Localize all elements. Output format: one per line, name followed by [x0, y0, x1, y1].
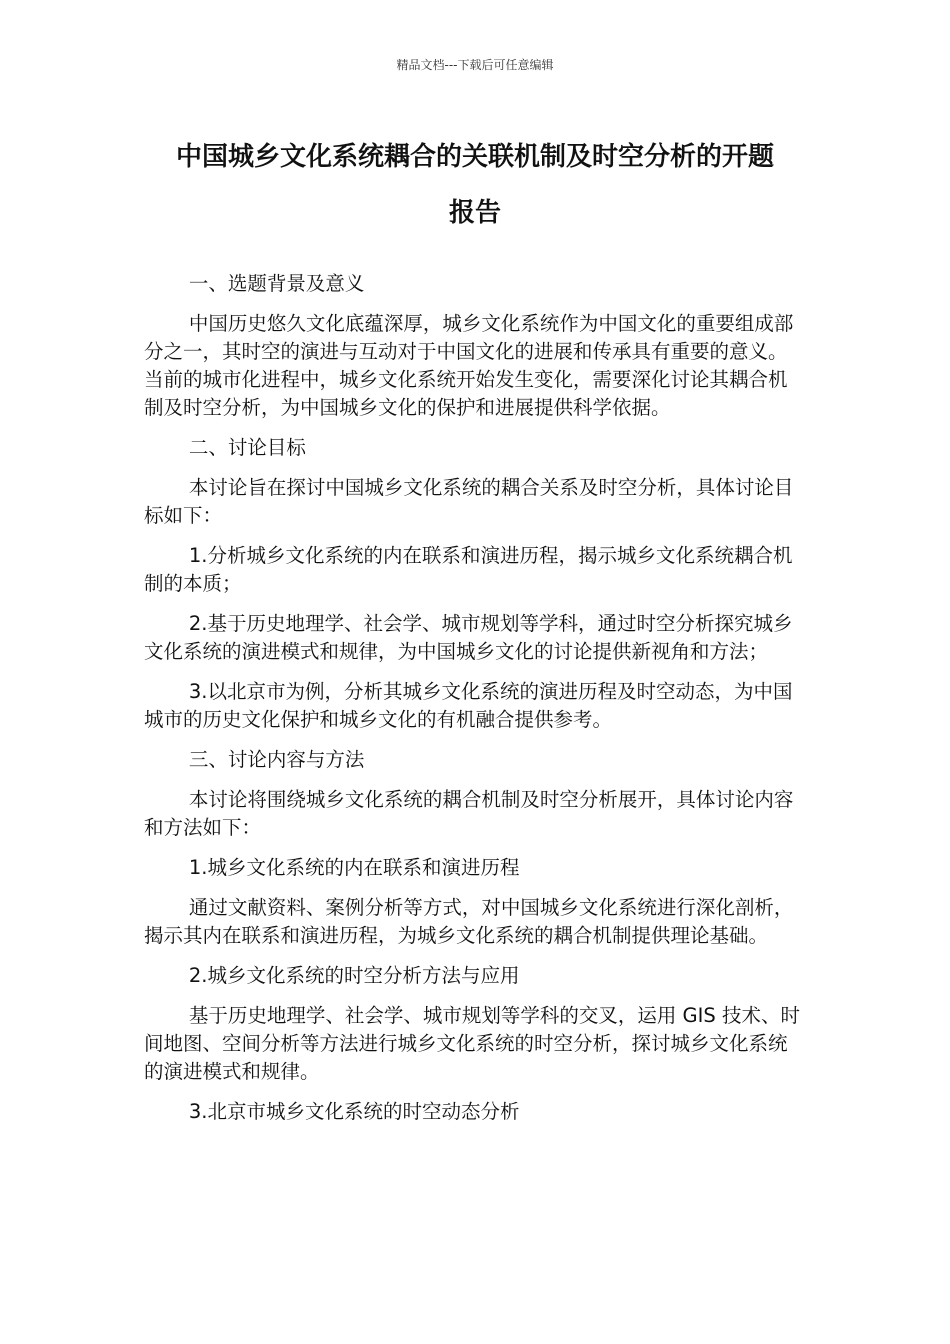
- section-3-heading: 三、讨论内容与方法: [188, 748, 365, 771]
- section-2-item-1: 1.分析城乡文化系统的内在联系和演进历程，揭示城乡文化系统耦合机制的本质；: [144, 544, 793, 595]
- section-3-subheading-1: 1.城乡文化系统的内在联系和演进历程: [188, 856, 520, 879]
- document-title-line-1: 中国城乡文化系统耦合的关联机制及时空分析的开题: [175, 142, 774, 172]
- section-2-item-2: 2.基于历史地理学、社会学、城市规划等学科，通过时空分析探究城乡文化系统的演进模式和规律，为中国城乡文化的讨论提供新视角和方法；: [144, 612, 793, 663]
- section-3-subheading-3: 3.北京市城乡文化系统的时空动态分析: [188, 1100, 520, 1123]
- section-1-paragraph: 中国历史悠久文化底蕴深厚，城乡文化系统作为中国文化的重要组成部分之一，其时空的演进与互动对于中国文化的进展和传承具有重要的意义。当前的城市化进程中，城乡文化系统开始发生变化，需要深化讨论其耦合机制及时空分析，为中国城乡文化的保护和进展提供科学依据。: [144, 312, 794, 419]
- section-1-heading: 一、选题背景及意义: [188, 272, 365, 295]
- page-header-note: 精品文档---下载后可任意编辑: [396, 58, 554, 72]
- section-2-intro: 本讨论旨在探讨中国城乡文化系统的耦合关系及时空分析，具体讨论目标如下：: [144, 476, 794, 527]
- document-body: [144, 270, 800, 1138]
- section-2-heading: 二、讨论目标: [188, 436, 306, 459]
- section-3-subheading-2: 2.城乡文化系统的时空分析方法与应用: [188, 964, 520, 987]
- document-title-line-2: 报告: [448, 198, 501, 228]
- section-3-subparagraph-2: 基于历史地理学、社会学、城市规划等学科的交叉，运用 GIS 技术、时间地图、空间分析等方法进行城乡文化系统的时空分析，探讨城乡文化系统的演进模式和规律。: [144, 1004, 800, 1083]
- section-3-intro: 本讨论将围绕城乡文化系统的耦合机制及时空分析展开，具体讨论内容和方法如下：: [144, 788, 794, 839]
- section-3-subparagraph-1: 通过文献资料、案例分析等方式，对中国城乡文化系统进行深化剖析，揭示其内在联系和演进历程，为城乡文化系统的耦合机制提供理论基础。: [144, 896, 794, 947]
- section-2-item-3: 3.以北京市为例，分析其城乡文化系统的演进历程及时空动态，为中国城市的历史文化保护和城乡文化的有机融合提供参考。: [144, 680, 793, 731]
